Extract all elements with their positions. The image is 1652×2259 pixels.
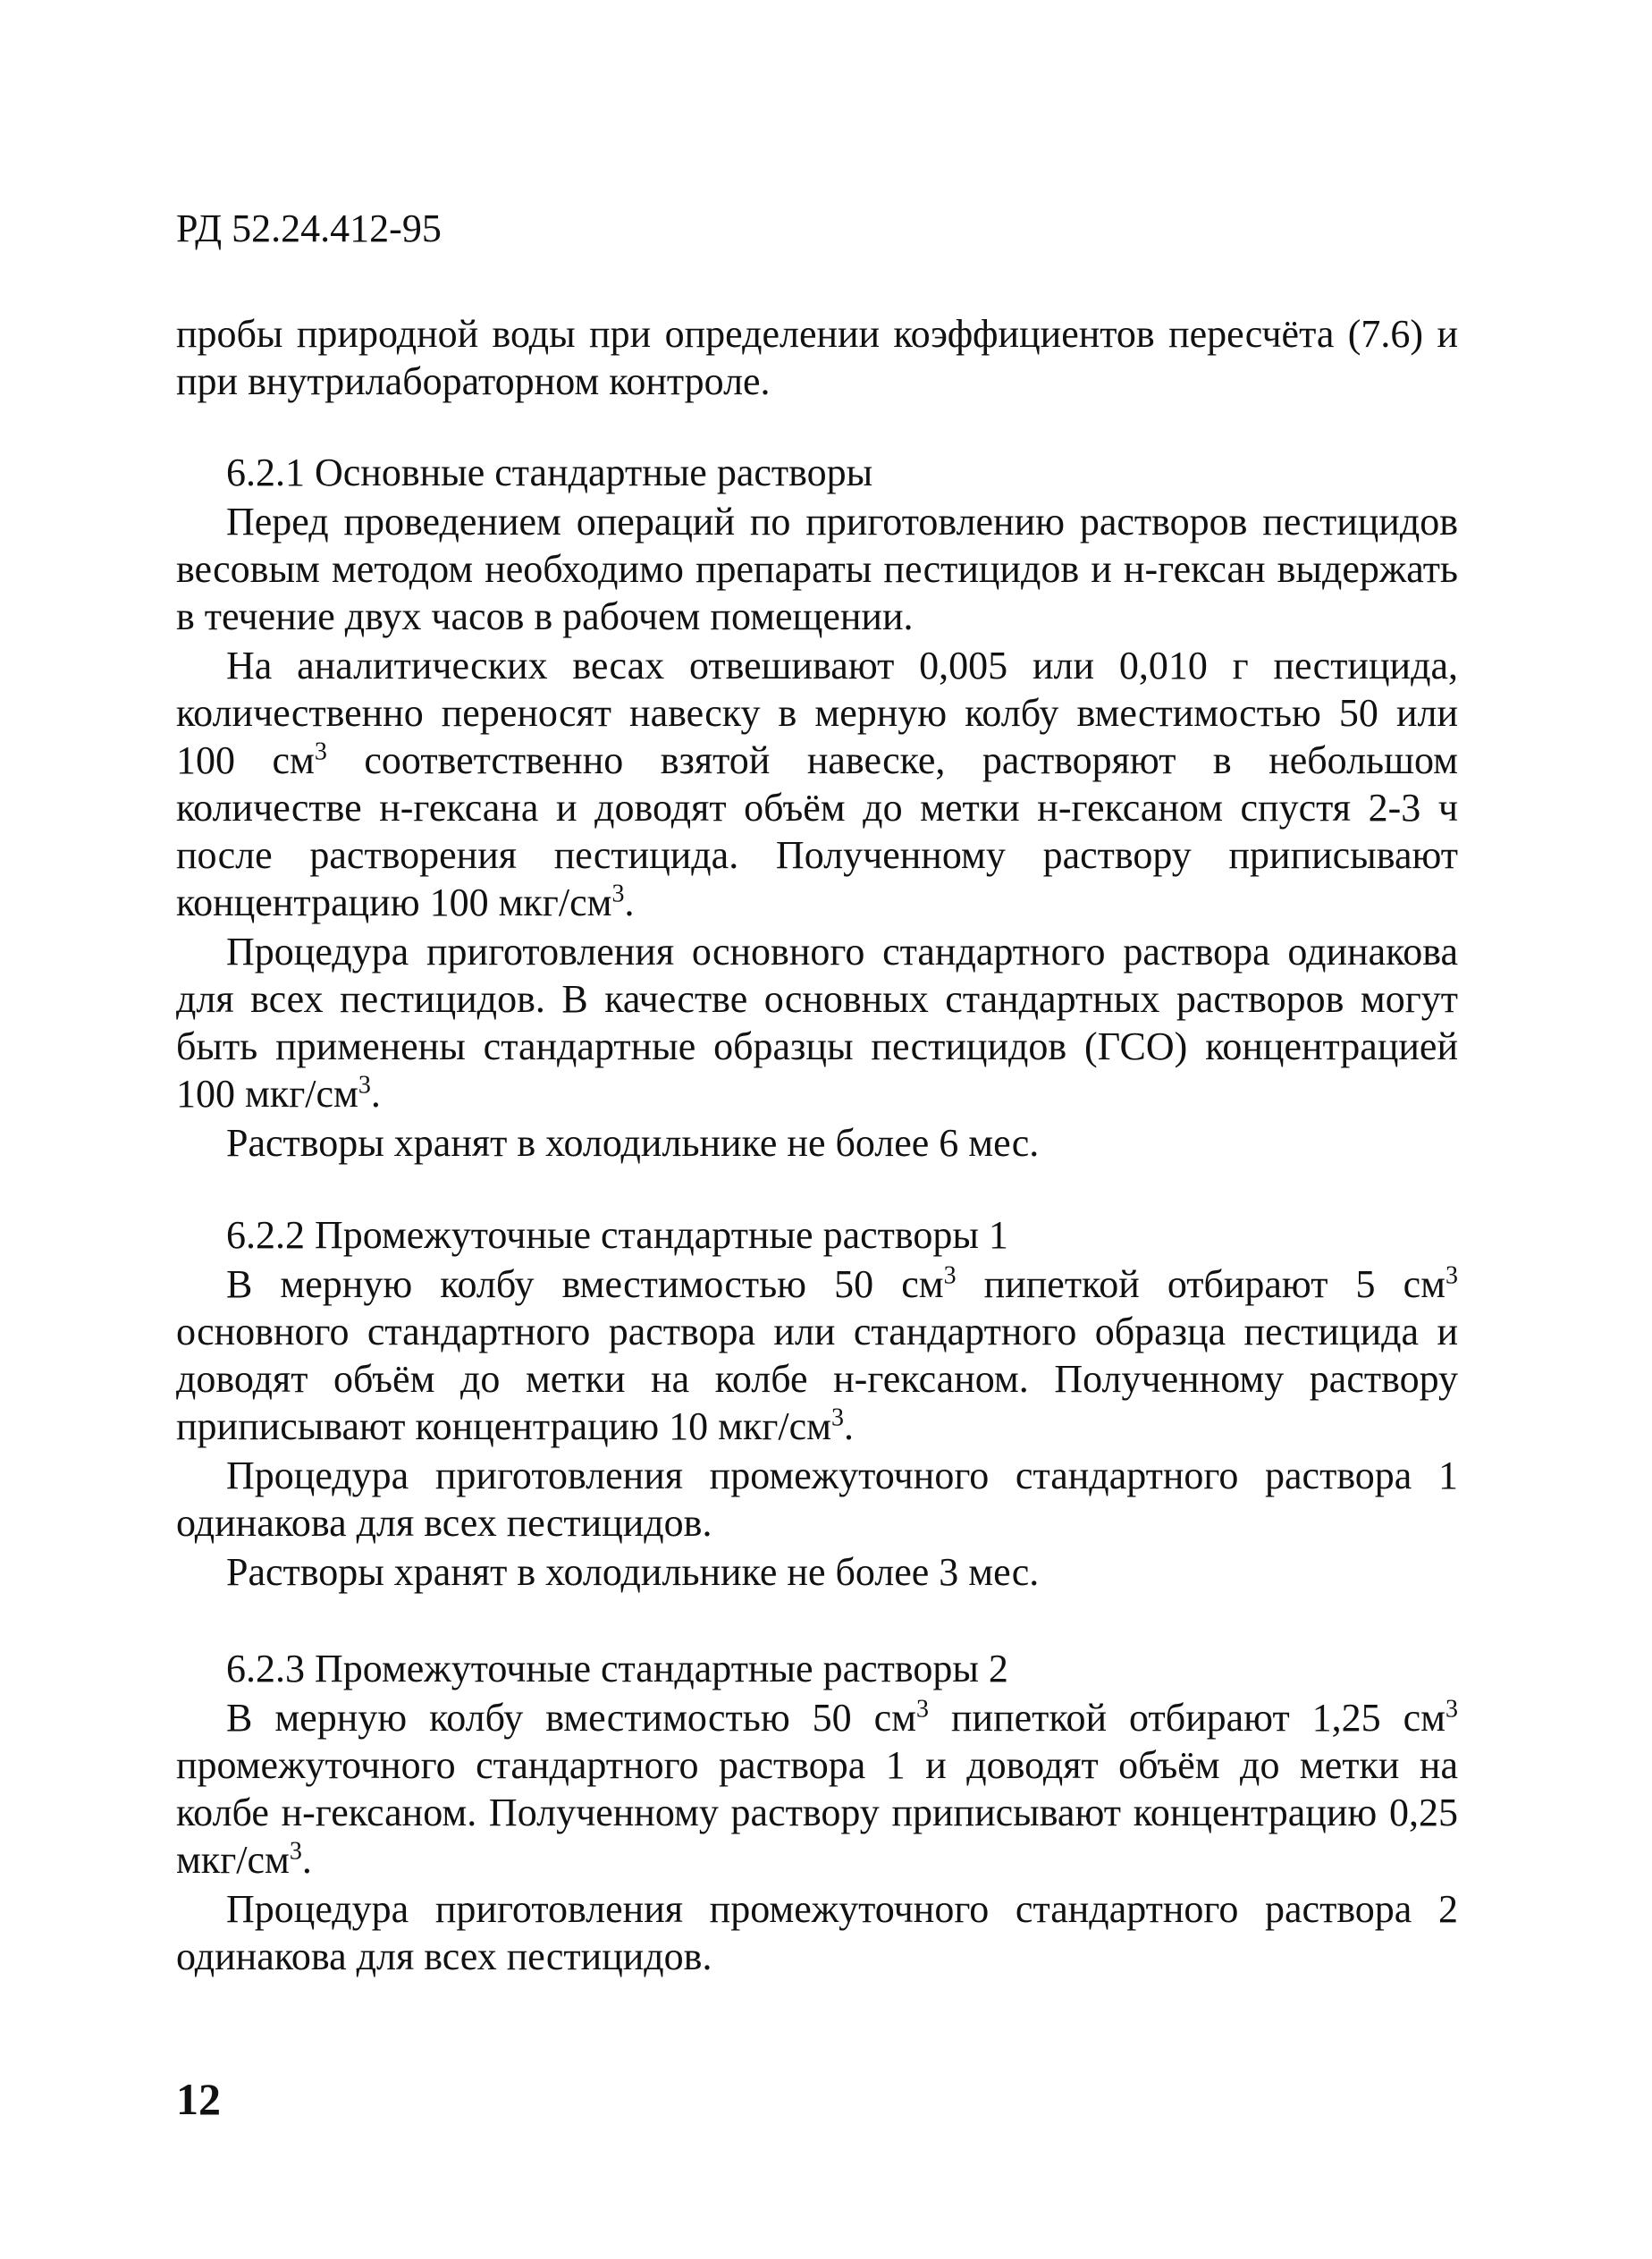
section-heading: 6.2.3 Промежуточные стандартные растворы 2	[226, 1647, 1008, 1690]
text-run: .	[301, 1838, 312, 1882]
paragraph: Растворы хранят в холодильнике не более 6 мес.	[226, 1121, 1040, 1165]
text-run: основного стандартного раствора или стандартного образца пестицида и доводят объём до метки на колбе н-гексаном. Полученному раствору приписывают концентрацию 10 мкг/см	[176, 1310, 1458, 1448]
text-run: .	[843, 1404, 854, 1448]
superscript: 3	[1446, 1261, 1458, 1290]
text-run: Процедура приготовления основного стандартного раствора одинакова для всех пестицидов. В качестве основных стандартных растворов могут быть применены стандартные образцы пестицидов (ГСО) концентрацией 100 мкг/см	[176, 930, 1458, 1116]
section-6-2-1	[176, 449, 1458, 1168]
paragraph: Процедура приготовления промежуточного стандартного раствора 2 одинакова для всех пестицидов.	[176, 1887, 1458, 1978]
text-run: На аналитических весах отвешивают 0,005 или 0,010 г пестицида, количественно переносят навеску в мерную колбу вместимостью 50 или 100 см	[176, 644, 1458, 782]
page-number: 12	[176, 2074, 221, 2124]
section-heading: 6.2.1 Основные стандартные растворы	[226, 451, 873, 494]
superscript: 3	[830, 1403, 844, 1432]
text-run: В мерную колбу вместимостью 50 см	[226, 1696, 917, 1740]
text-run: пипеткой отбирают 1,25 см	[929, 1696, 1446, 1740]
text-run: .	[624, 881, 635, 924]
text-run: В мерную колбу вместимостью 50 см	[226, 1262, 944, 1306]
intro-block	[176, 310, 1458, 407]
paragraph	[176, 1260, 1458, 1450]
document-code: РД 52.24.412-95	[176, 207, 442, 250]
paragraph	[176, 1694, 1458, 1884]
section-heading: 6.2.2 Промежуточные стандартные растворы 1	[226, 1213, 1008, 1257]
paragraph: Растворы хранят в холодильнике не более 3 мес.	[226, 1550, 1040, 1594]
intro-paragraph: пробы природной воды при определении коэффициентов пересчёта (7.6) и при внутрилабораторном контроле.	[176, 312, 1458, 403]
superscript: 3	[289, 1837, 302, 1866]
text-run: промежуточного стандартного раствора 1 и доводят объём до метки на колбе н-гексаном. Полученному раствору приписывают концентрацию 0,25 мкг/см	[176, 1743, 1458, 1882]
paragraph: Перед проведением операций по приготовлению растворов пестицидов весовым методом необходимо препараты пестицидов и н-гексан выдержать в течение двух часов в рабочем помещении.	[176, 500, 1458, 638]
superscript: 3	[358, 1071, 371, 1100]
superscript: 3	[916, 1695, 930, 1724]
text-run: пипеткой отбирают 5 см	[956, 1262, 1446, 1306]
superscript: 3	[943, 1261, 957, 1290]
section-6-2-3	[176, 1645, 1458, 1982]
superscript: 3	[1446, 1695, 1458, 1724]
text-run: соответственно взятой навеске, растворяют в небольшом количестве н-гексана и доводят объём до метки н-гексаном спустя 2-3 ч после растворения пестицида. Полученному раствору приписывают концентрацию 100 мкг/см	[176, 738, 1458, 924]
superscript: 3	[314, 738, 327, 766]
section-6-2-2	[176, 1211, 1458, 1597]
superscript: 3	[611, 880, 625, 908]
paragraph: Процедура приготовления промежуточного стандартного раствора 1 одинакова для всех пестицидов.	[176, 1454, 1458, 1545]
paragraph	[176, 928, 1458, 1117]
text-run: .	[370, 1072, 381, 1116]
paragraph	[176, 642, 1458, 926]
